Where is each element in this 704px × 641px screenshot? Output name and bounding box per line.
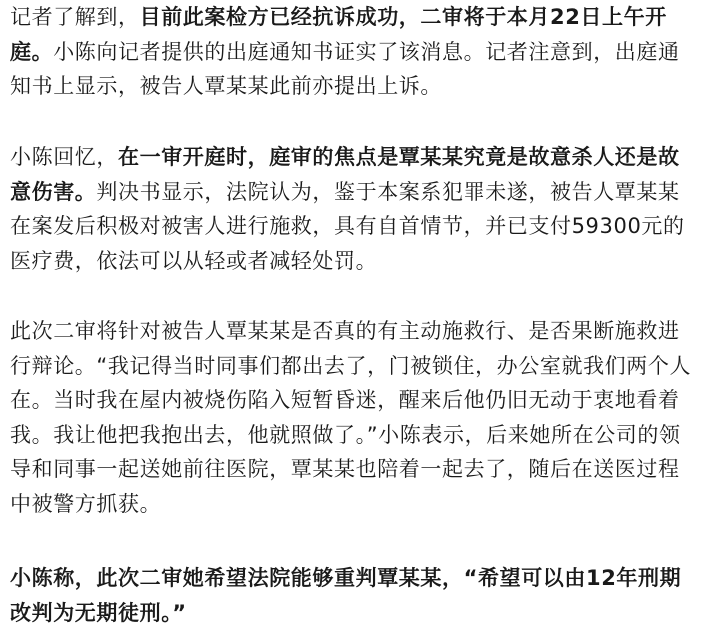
paragraph-4-highlight: 小陈称，此次二审她希望法院能够重判覃某某，“希望可以由12年刑期改判为无期徒刑。” (10, 566, 682, 625)
paragraph-1 (10, 0, 698, 104)
paragraph-2 (10, 140, 698, 278)
paragraph-3 (10, 314, 698, 522)
paragraph-4 (10, 561, 698, 630)
paragraph-1-lead: 记者了解到， (10, 5, 140, 29)
paragraph-2-lead: 小陈回忆， (10, 145, 118, 169)
paragraph-1-highlight: 目前此案检方已经抗诉成功，二审将于本月22日上午开庭。 (10, 5, 667, 64)
paragraph-3-body: 此次二审将针对被告人覃某某是否真的有主动施救行、是否果断施救进行辩论。“我记得当时同事们都出去了，门被锁住，办公室就我们两个人在。当时我在屋内被烧伤陷入短暂昏迷，醒来后他仍旧无动于衷地看着我。我让他把我抱出去，他就照做了。”小陈表示，后来她所在公司的领导和同事一起送她前往医院，覃某某也陪着一起去了，随后在送医过程中被警方抓获。 (10, 319, 692, 516)
paragraph-2-highlight: 在一审开庭时，庭审的焦点是覃某某究竟是故意杀人还是故意伤害。 (10, 145, 680, 204)
paragraph-1-body: 小陈向记者提供的出庭通知书证实了该消息。记者注意到，出庭通知书上显示，被告人覃某某此前亦提出上诉。 (10, 39, 680, 99)
paragraph-2-body: 判决书显示，法院认为，鉴于本案系犯罪未遂，被告人覃某某在案发后积极对被害人进行施救，具有自首情节，并已支付59300元的医疗费，依法可以从轻或者减轻处罚。 (10, 179, 685, 273)
